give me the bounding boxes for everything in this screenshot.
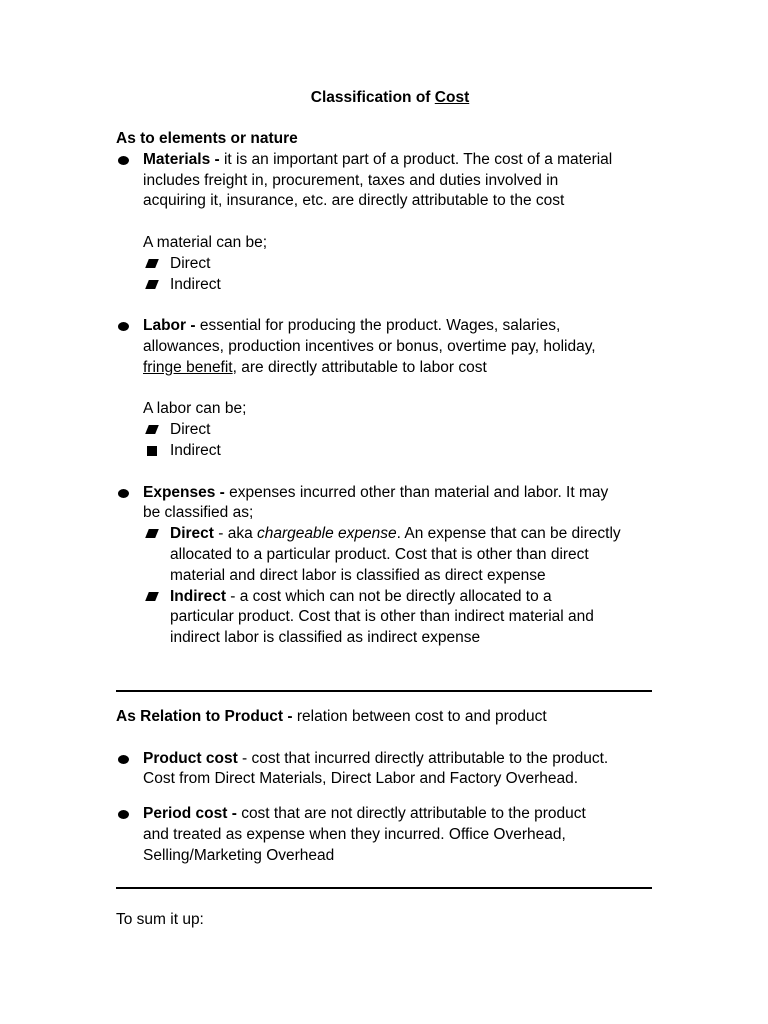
expenses-label: Expenses - [143, 483, 230, 501]
parallelogram-bullet-icon [145, 425, 159, 434]
materials-text: it is an important part of a product. The cost of a material [223, 150, 613, 168]
bullet-icon [118, 489, 129, 498]
expenses-text: expenses incurred other than material and labor. It may [229, 483, 609, 501]
period-cost-label: Period cost - [143, 805, 242, 823]
footer-text: To sum it up: [116, 911, 204, 928]
labor-text: essential for producing the product. Wages, salaries, [199, 317, 561, 335]
labor-can-be: A labor can be; [143, 400, 247, 418]
indirect-label: Indirect [170, 587, 226, 605]
product-cost-text: - cost that incurred directly attributable to the product. [237, 749, 609, 767]
labor-text: , are directly attributable to labor cost [232, 358, 487, 376]
materials-can-be: A material can be; [143, 233, 268, 251]
list-item-period-cost [116, 804, 661, 866]
labor-text: allowances, production incentives or bonus, overtime pay, holiday, [143, 337, 596, 355]
list-item-labor [116, 316, 661, 420]
parallelogram-bullet-icon [145, 280, 159, 289]
bullet-icon [118, 755, 129, 764]
sub-item-label: Indirect [170, 441, 221, 459]
section-relation [116, 707, 661, 867]
period-cost-text: and treated as expense when they incurred. Office Overhead, [143, 825, 566, 843]
direct-label: Direct [170, 525, 214, 543]
sub-item-label: Direct [170, 421, 211, 439]
section-heading: As to elements or nature [116, 130, 298, 147]
parallelogram-bullet-icon [145, 592, 159, 601]
sub-item-label: Direct [170, 254, 211, 272]
horizontal-rule [116, 887, 652, 889]
product-cost-label: Product cost [143, 749, 238, 767]
direct-text: allocated to a particular product. Cost that is other than direct [170, 545, 589, 563]
section-elements [116, 129, 661, 649]
section-heading: As Relation to Product - [116, 708, 297, 725]
product-cost-text: Cost from Direct Materials, Direct Labor and Factory Overhead. [143, 770, 579, 788]
labor-label: Labor - [143, 317, 200, 335]
sub-item-direct [116, 420, 661, 441]
indirect-text: - a cost which can not be directly allocated to a [225, 587, 552, 605]
bullet-icon [118, 322, 129, 331]
materials-text: acquiring it, insurance, etc. are directly attributable to the cost [143, 192, 565, 210]
bullet-icon [118, 156, 129, 165]
indirect-text: indirect labor is classified as indirect expense [170, 629, 481, 647]
title-link[interactable]: Cost [434, 89, 470, 106]
direct-text: - aka [213, 525, 258, 543]
list-item-expenses [116, 483, 661, 525]
direct-text: material and direct labor is classified as direct expense [170, 566, 546, 584]
parallelogram-bullet-icon [145, 529, 159, 538]
direct-text: . An expense that can be directly [396, 525, 621, 543]
materials-text: includes freight in, procurement, taxes and duties involved in [143, 171, 559, 189]
period-cost-text: cost that are not directly attributable to the product [241, 805, 586, 823]
sub-item-direct-expense [116, 524, 661, 586]
section-heading-rest: relation between cost to and product [296, 708, 547, 725]
fringe-benefit-link[interactable]: fringe benefit [143, 358, 233, 376]
sub-item-indirect [116, 441, 661, 462]
direct-italic: chargeable expense [257, 525, 397, 543]
bullet-icon [118, 810, 129, 819]
list-item-product-cost [116, 749, 661, 791]
list-item-materials [116, 150, 661, 254]
sub-item-indirect [116, 275, 661, 296]
materials-label: Materials - [143, 150, 224, 168]
sub-item-direct [116, 254, 661, 275]
indirect-text: particular product. Cost that is other than indirect material and [170, 608, 594, 626]
expenses-text: be classified as; [143, 504, 254, 522]
page-title [0, 88, 768, 109]
square-bullet-icon [147, 446, 157, 456]
horizontal-rule [116, 690, 652, 692]
sub-item-indirect-expense [116, 587, 661, 649]
parallelogram-bullet-icon [145, 259, 159, 268]
title-prefix: Classification of [310, 89, 435, 106]
sub-item-label: Indirect [170, 275, 221, 293]
period-cost-text: Selling/Marketing Overhead [143, 846, 335, 864]
